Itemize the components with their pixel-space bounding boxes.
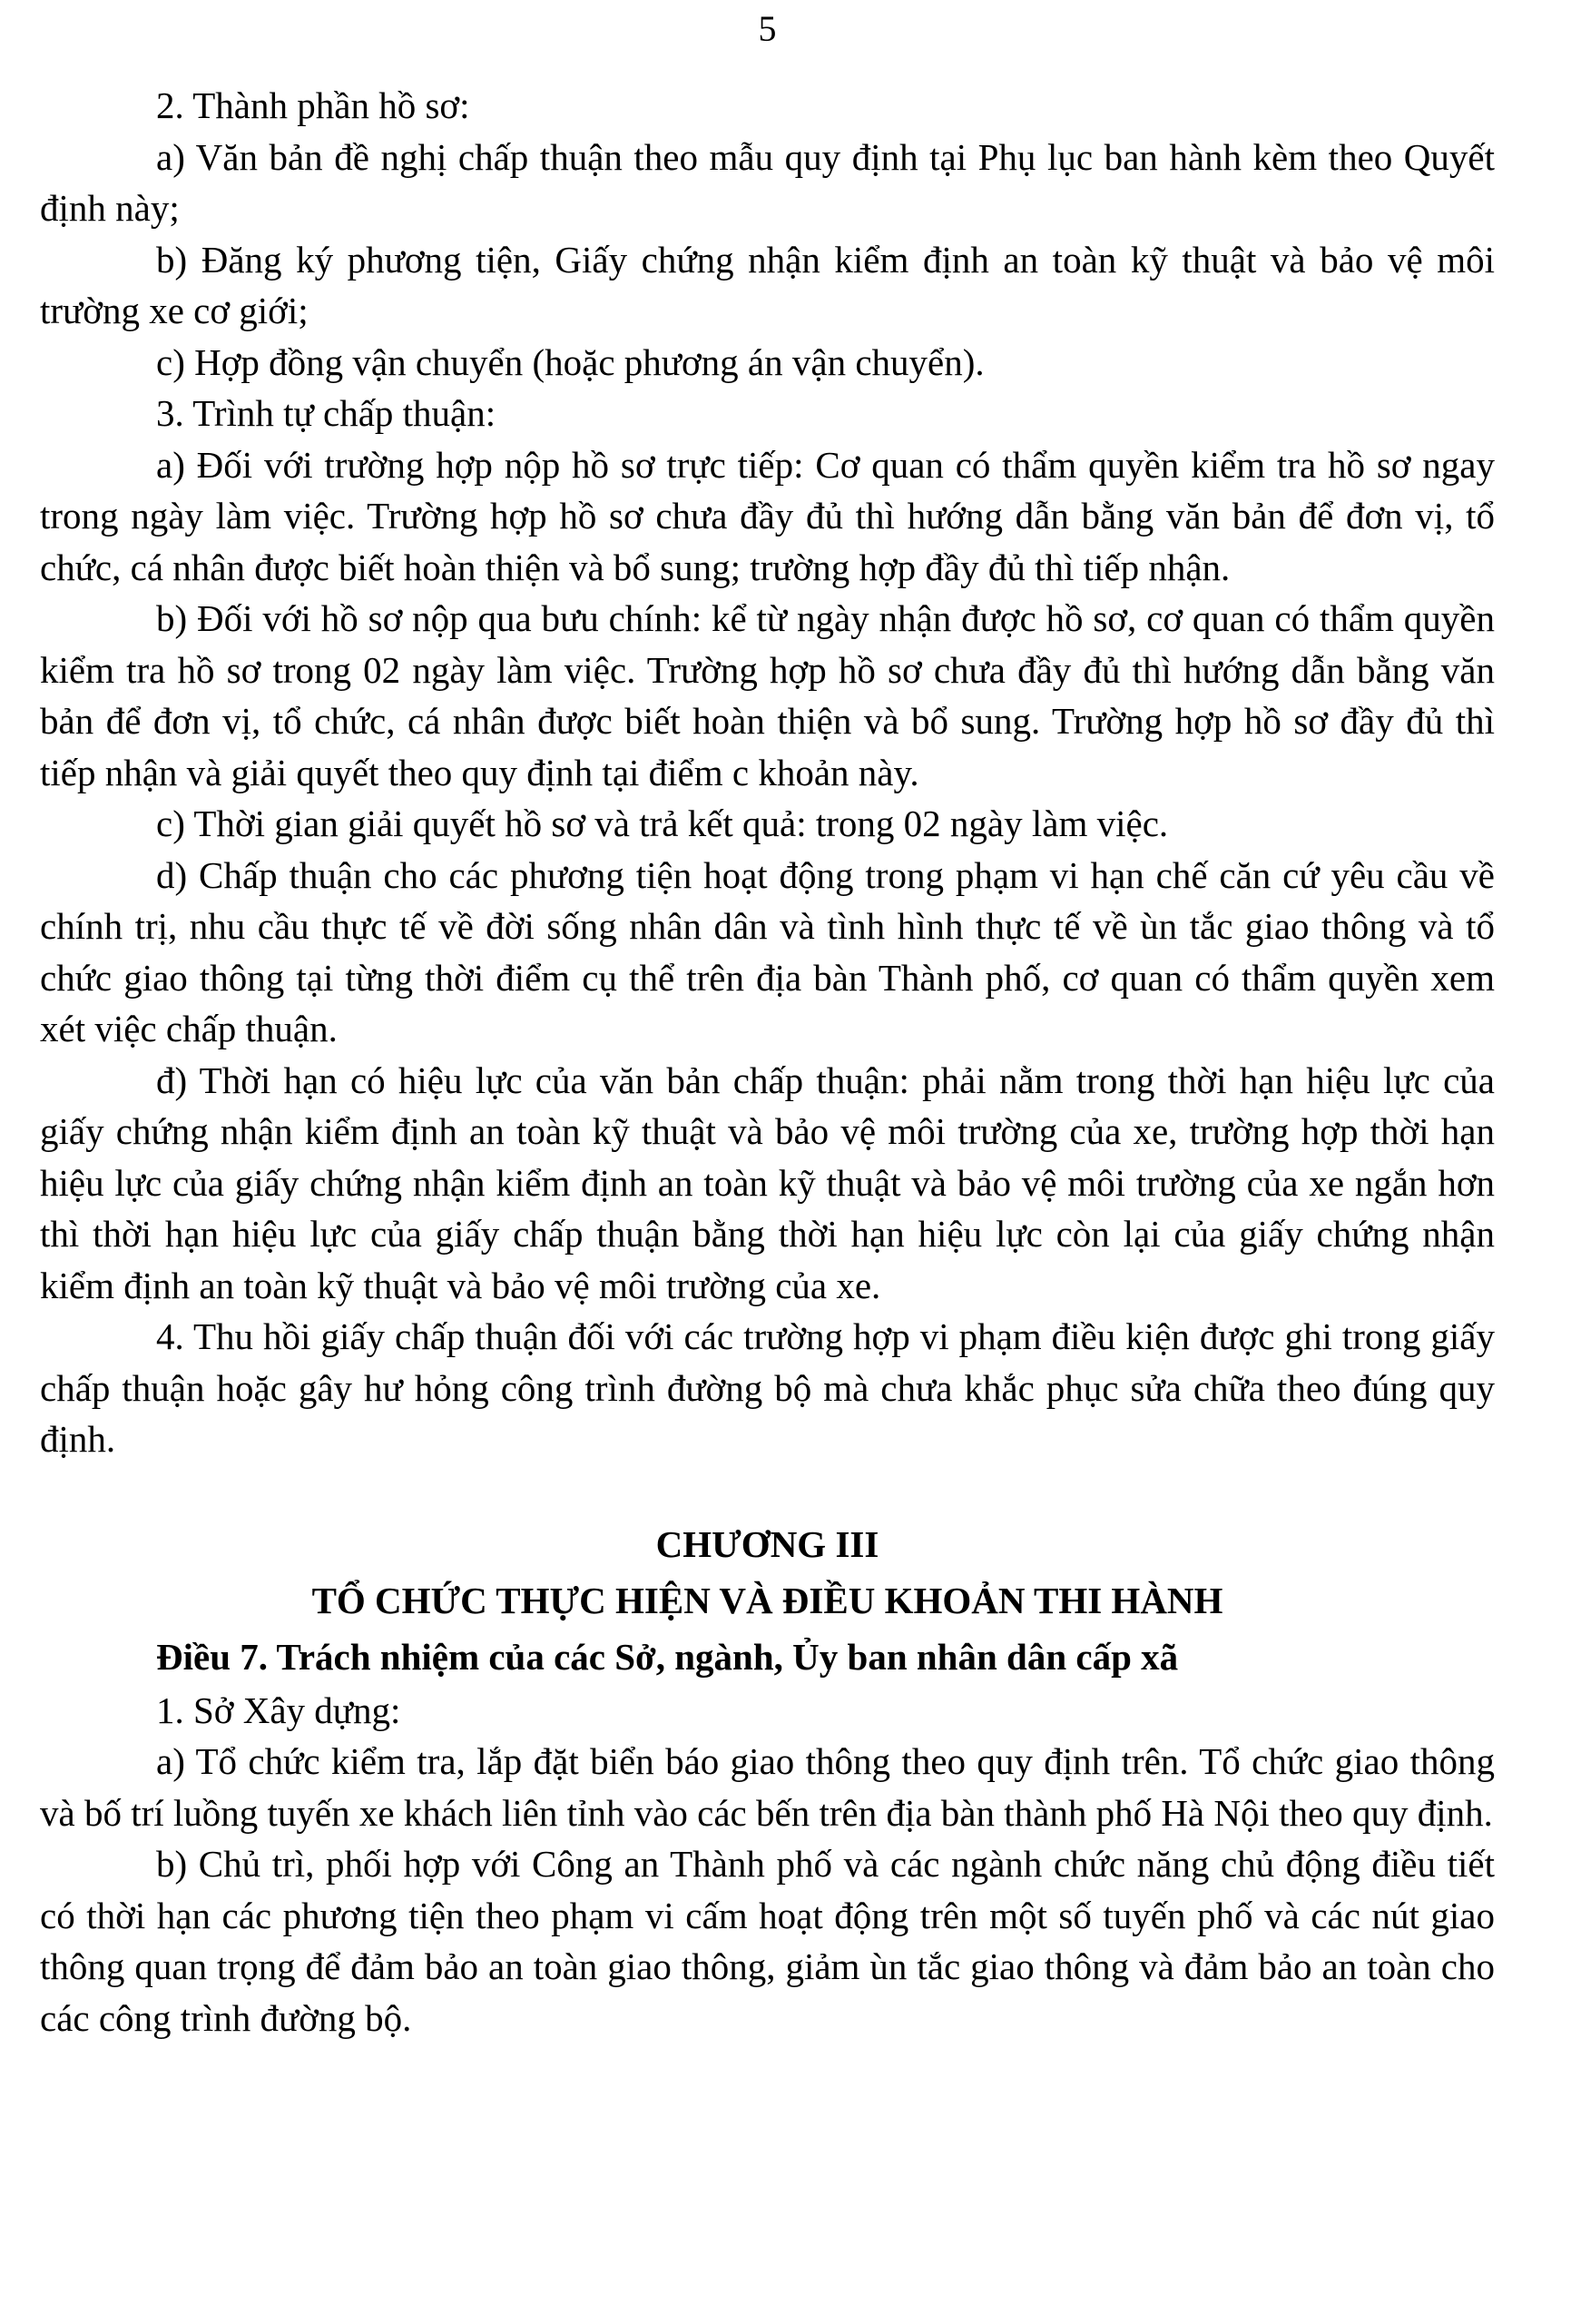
paragraph-section-2a: a) Văn bản đề nghị chấp thuận theo mẫu quy định tại Phụ lục ban hành kèm theo Quyết định này;	[40, 135, 1495, 229]
paragraph-section-2b: b) Đăng ký phương tiện, Giấy chứng nhận kiểm định an toàn kỹ thuật và bảo vệ môi trường xe cơ giới;	[40, 238, 1495, 331]
paragraph-article-7-1a: a) Tổ chức kiểm tra, lắp đặt biển báo giao thông theo quy định trên. Tổ chức giao thông và bố trí luồng tuyến xe khách liên tỉnh vào các bến trên địa bàn thành phố Hà Nội theo quy định.	[40, 1740, 1495, 1834]
paragraph-section-3dd: đ) Thời hạn có hiệu lực của văn bản chấp thuận: phải nằm trong thời hạn hiệu lực của giấy chứng nhận kiểm định an toàn kỹ thuật và bảo vệ môi trường của xe, trường hợp thời hạn hiệu lực của giấy chứng nhận kiểm định an toàn kỹ thuật và bảo vệ môi trường của xe ngắn hơn thì thời hạn hiệu lực của giấy chấp thuận bằng thời hạn hiệu lực còn lại của giấy chứng nhận kiểm định an toàn kỹ thuật và bảo vệ môi trường của xe.	[40, 1059, 1495, 1306]
document-body	[40, 80, 1495, 2043]
paragraph-section-3b: b) Đối với hồ sơ nộp qua bưu chính: kể từ ngày nhận được hồ sơ, cơ quan có thẩm quyền kiểm tra hồ sơ trong 02 ngày làm việc. Trường hợp hồ sơ chưa đầy đủ thì hướng dẫn bằng văn bản để đơn vị, tổ chức, cá nhân được biết hoàn thiện và bổ sung. Trường hợp hồ sơ đầy đủ thì tiếp nhận và giải quyết theo quy định tại điểm c khoản này.	[40, 597, 1495, 793]
paragraph-section-3a: a) Đối với trường hợp nộp hồ sơ trực tiếp: Cơ quan có thẩm quyền kiểm tra hồ sơ ngay trong ngày làm việc. Trường hợp hồ sơ chưa đầy đủ thì hướng dẫn bằng văn bản để đơn vị, tổ chức, cá nhân được biết hoàn thiện và bổ sung; trường hợp đầy đủ thì tiếp nhận.	[40, 443, 1495, 588]
page-number: 5	[758, 8, 777, 49]
paragraph-article-7-1b: b) Chủ trì, phối hợp với Công an Thành phố và các ngành chức năng chủ động điều tiết có thời hạn các phương tiện theo phạm vi cấm hoạt động trên một số tuyến phố và các nút giao thông quan trọng để đảm bảo an toàn giao thông, giảm ùn tắc giao thông và đảm bảo an toàn cho các công trình đường bộ.	[40, 1843, 1495, 2039]
paragraph-section-3-title: 3. Trình tự chấp thuận:	[156, 392, 496, 434]
paragraph-section-4: 4. Thu hồi giấy chấp thuận đối với các trường hợp vi phạm điều kiện được ghi trong giấy chấp thuận hoặc gây hư hỏng công trình đường bộ mà chưa khắc phục sửa chữa theo đúng quy định.	[40, 1315, 1495, 1460]
paragraph-section-3c: c) Thời gian giải quyết hồ sơ và trả kết quả: trong 02 ngày làm việc.	[156, 803, 1169, 844]
section-spacer	[40, 1465, 1495, 1516]
paragraph-article-7-1: 1. Sở Xây dựng:	[156, 1689, 401, 1731]
chapter-title: TỔ CHỨC THỰC HIỆN VÀ ĐIỀU KHOẢN THI HÀNH	[311, 1579, 1223, 1621]
paragraph-section-3d: d) Chấp thuận cho các phương tiện hoạt động trong phạm vi hạn chế căn cứ yêu cầu về chính trị, nhu cầu thực tế về đời sống nhân dân và tình hình thực tế về ùn tắc giao thông và tổ chức giao thông tại từng thời điểm cụ thể trên địa bàn Thành phố, cơ quan có thẩm quyền xem xét việc chấp thuận.	[40, 853, 1495, 1049]
article-heading: Điều 7. Trách nhiệm của các Sở, ngành, Ủy ban nhân dân cấp xã	[156, 1635, 1179, 1678]
chapter-heading: CHƯƠNG III	[655, 1522, 879, 1565]
paragraph-section-2-title: 2. Thành phần hồ sơ:	[156, 84, 470, 126]
paragraph-section-2c: c) Hợp đồng vận chuyển (hoặc phương án vận chuyển).	[156, 340, 985, 383]
